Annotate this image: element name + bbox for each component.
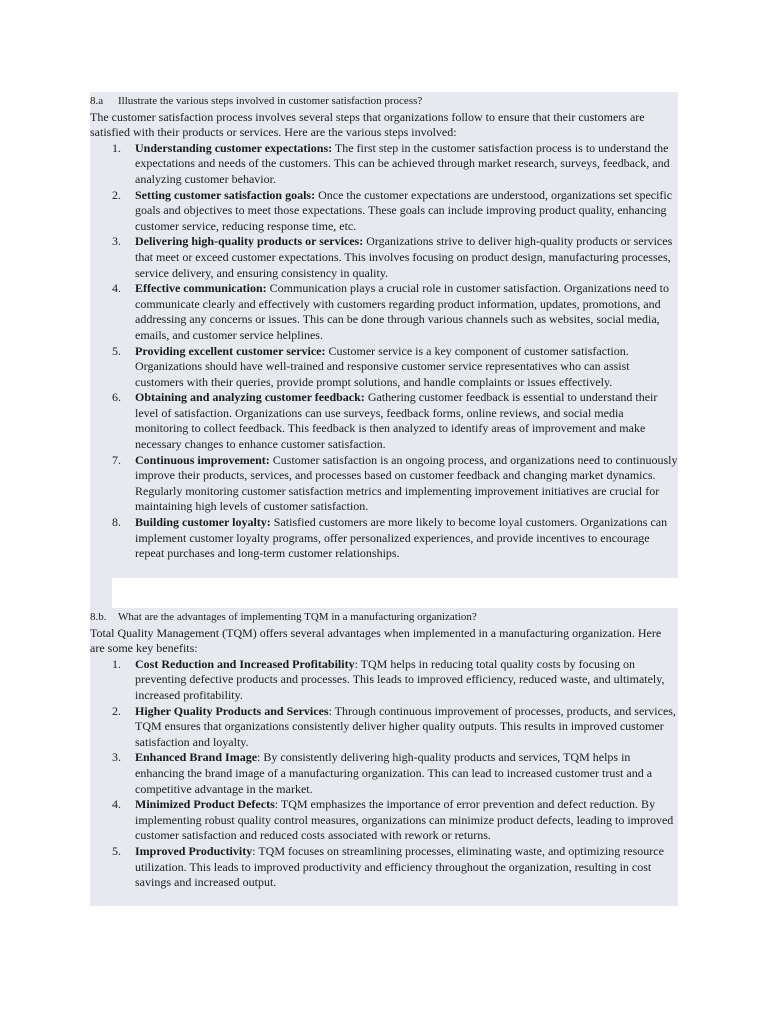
question-b-text: What are the advantages of implementing TQM in a manufacturing organization? xyxy=(118,611,477,623)
item-title: Higher Quality Products and Services xyxy=(135,703,329,718)
item-number: 1. xyxy=(112,140,121,155)
item-title: Setting customer satisfaction goals: xyxy=(135,187,316,202)
item-number: 5. xyxy=(112,843,121,858)
list-item xyxy=(90,657,678,704)
item-title: Obtaining and analyzing customer feedback: xyxy=(135,390,365,405)
section-b xyxy=(90,608,678,906)
item-number: 2. xyxy=(112,703,121,718)
list-item xyxy=(90,797,678,844)
item-title: Enhanced Brand Image xyxy=(135,750,258,765)
list-item xyxy=(90,515,678,562)
item-text: The first step in the customer satisfaction process is to understand the expectations and needs of the customers. This can be achieved through market research, surveys, feedback, and analyzing customer behavior. xyxy=(135,140,670,186)
list-item xyxy=(90,453,678,515)
intro-b: Total Quality Management (TQM) offers several advantages when implemented in a manufacturing organization. Here are some key benefits: xyxy=(90,625,662,656)
item-text: Customer service is a key component of customer satisfaction. Organizations should have well-trained and responsive customer service representatives who can assist customers with their queries, provide prompt solutions, and handle complaints or issues effectively. xyxy=(135,343,630,389)
item-number: 8. xyxy=(112,515,121,530)
item-title: Building customer loyalty: xyxy=(135,515,271,530)
list-item xyxy=(90,844,678,891)
item-title: Continuous improvement: xyxy=(135,452,270,467)
item-number: 3. xyxy=(112,234,121,249)
item-number: 7. xyxy=(112,452,121,467)
item-number: 4. xyxy=(112,797,121,812)
item-title: Understanding customer expectations: xyxy=(135,140,333,155)
item-text: Customer satisfaction is an ongoing process, and organizations need to continuously improve their products, services, and processes based on customer feedback and changing market dynamics. Regularly monitoring customer satisfaction metrics and implementing improvement initiatives are crucial for maintaining high levels of customer satisfaction. xyxy=(135,452,678,514)
item-text: : Through continuous improvement of processes, products, and services, TQM ensures that organizations consistently deliver higher quality outputs. This results in improved customer satisfaction and loyalty. xyxy=(135,703,676,749)
item-title: Cost Reduction and Increased Profitability xyxy=(135,656,355,671)
section-a xyxy=(90,92,678,578)
question-a xyxy=(90,92,678,110)
question-a-text: Illustrate the various steps involved in customer satisfaction process? xyxy=(118,95,423,107)
item-number: 6. xyxy=(112,390,121,405)
list-item xyxy=(90,704,678,751)
benefits-list xyxy=(90,657,678,891)
item-number: 4. xyxy=(112,281,121,296)
item-number: 1. xyxy=(112,656,121,671)
steps-list xyxy=(90,141,678,562)
item-number: 5. xyxy=(112,343,121,358)
item-title: Minimized Product Defects xyxy=(135,797,275,812)
list-item xyxy=(90,344,678,391)
list-item xyxy=(90,390,678,452)
item-text: Organizations strive to deliver high-quality products or services that meet or exceed customer expectations. This involves focusing on product design, manufacturing processes, service delivery, and ensuring consistency in quality. xyxy=(135,234,673,280)
item-number: 2. xyxy=(112,187,121,202)
item-title: Improved Productivity xyxy=(135,843,253,858)
highlight-band xyxy=(90,578,112,608)
question-b xyxy=(90,608,678,626)
item-text: Satisfied customers are more likely to become loyal customers. Organizations can implement customer loyalty programs, offer personalized experiences, and provide incentives to encourage repeat purchases and long-term customer relationships. xyxy=(135,515,668,561)
list-item xyxy=(90,188,678,235)
item-text: : TQM emphasizes the importance of error prevention and defect reduction. By implementing robust quality control measures, organizations can minimize product defects, leading to improved customer satisfaction and reduced costs associated with rework or returns. xyxy=(135,797,674,843)
list-item xyxy=(90,281,678,343)
item-title: Delivering high-quality products or services: xyxy=(135,234,364,249)
item-text: : TQM helps in reducing total quality costs by focusing on preventing defective products and processes. This leads to improved efficiency, reduced waste, and ultimately, increased profitability. xyxy=(135,656,665,702)
list-item xyxy=(90,750,678,797)
item-text: Once the customer expectations are understood, organizations set specific goals and objectives to meet those expectations. These goals can include improving product quality, enhancing customer service, reducing response time, etc. xyxy=(135,187,673,233)
item-title: Providing excellent customer service: xyxy=(135,343,326,358)
question-a-number: 8.a xyxy=(90,95,104,107)
item-text: : By consistently delivering high-quality products and services, TQM helps in enhancing the brand image of a manufacturing organization. This can lead to increased customer trust and a competitive advantage in the market. xyxy=(135,750,653,796)
item-text: Communication plays a crucial role in customer satisfaction. Organizations need to communicate clearly and effectively with customers regarding product information, updates, promotions, and addressing any concerns or issues. This can be done through various channels such as websites, social media, emails, and customer service helplines. xyxy=(135,281,669,342)
item-title: Effective communication: xyxy=(135,281,267,296)
item-number: 3. xyxy=(112,750,121,765)
intro-a: The customer satisfaction process involves several steps that organizations follow to ensure that their customers are satisfied with their products or services. Here are the various steps involved: xyxy=(90,109,645,140)
list-item xyxy=(90,234,678,281)
question-b-number: 8.b. xyxy=(90,611,107,623)
item-text: : TQM focuses on streamlining processes, eliminating waste, and optimizing resource utilization. This leads to improved productivity and efficiency throughout the organization, resulting in cost savings and increased output. xyxy=(135,843,664,890)
item-text: Gathering customer feedback is essential to understand their level of satisfaction. Organizations can use surveys, feedback forms, online reviews, and social media monitoring to collect feedback. This feedback is then analyzed to identify areas of improvement and make necessary changes to enhance customer satisfaction. xyxy=(135,390,658,452)
list-item xyxy=(90,141,678,188)
